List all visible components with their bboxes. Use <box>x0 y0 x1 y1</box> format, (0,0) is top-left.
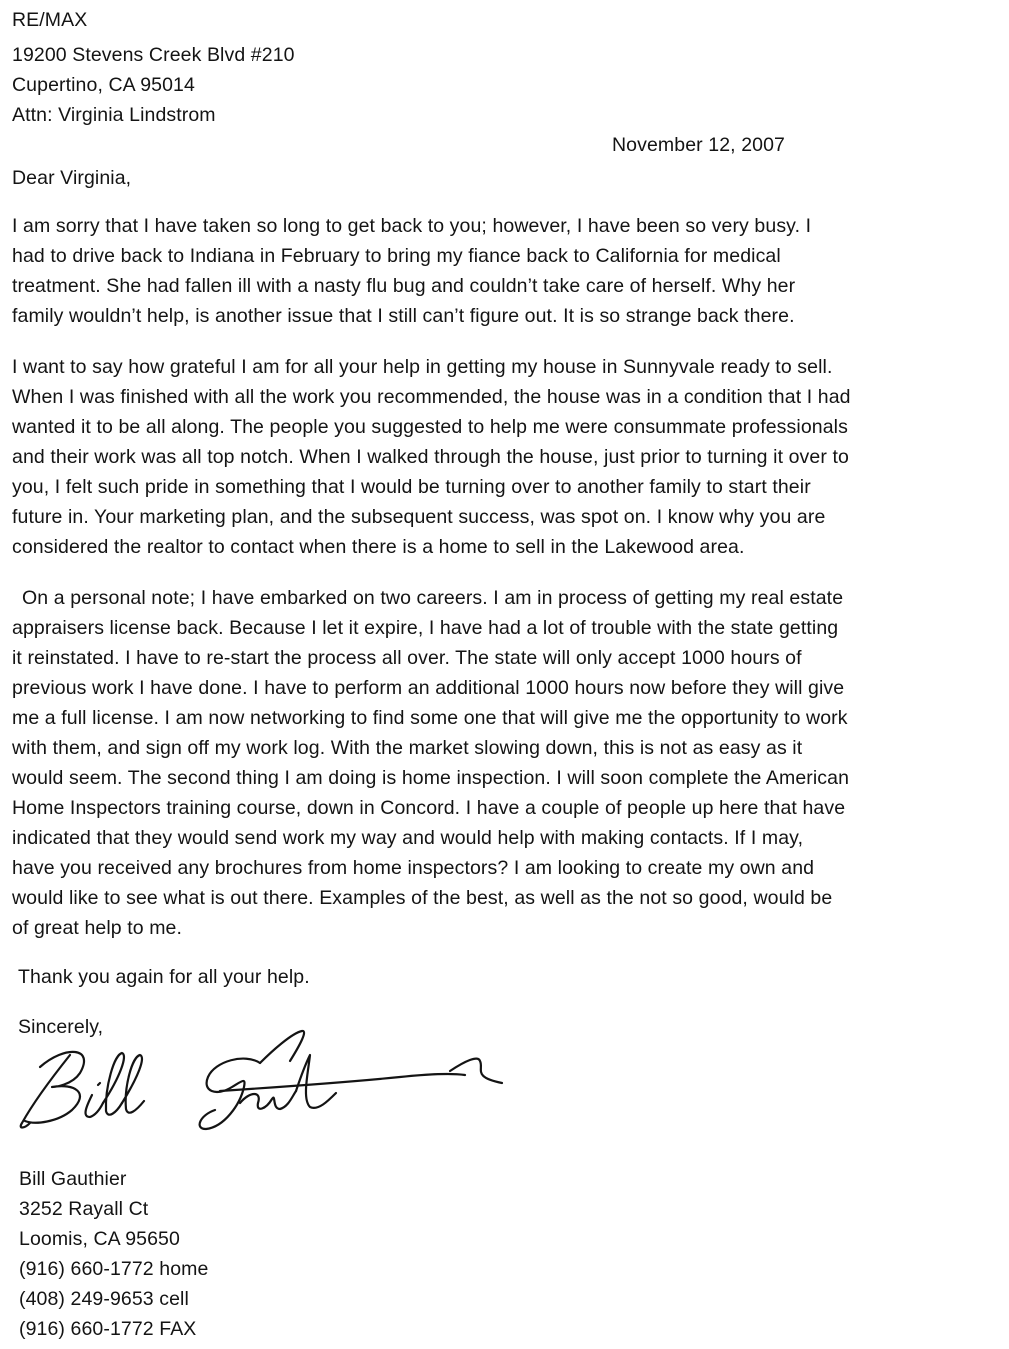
recipient-line-4: Attn: Virginia Lindstrom <box>12 104 216 126</box>
handwritten-signature <box>10 1025 510 1135</box>
paragraph-line: future in. Your marketing plan, and the subsequent success, was spot on. I know why you are <box>12 506 826 528</box>
recipient-line-1: RE/MAX <box>12 9 88 31</box>
paragraph-line: have you received any brochures from home inspectors? I am looking to create my own and <box>12 857 815 879</box>
paragraph-line: When I was finished with all the work you recommended, the house was in a condition that I had <box>12 386 851 408</box>
sender-line-2: 3252 Rayall Ct <box>19 1198 149 1220</box>
paragraph-line: you, I felt such pride in something that I would be turning over to another family to start their <box>12 476 811 498</box>
sender-line-4: (916) 660-1772 home <box>19 1258 209 1280</box>
paragraph-line: would seem. The second thing I am doing is home inspection. I will soon complete the American <box>12 767 850 789</box>
sender-line-3: Loomis, CA 95650 <box>19 1228 180 1250</box>
paragraph-line: previous work I have done. I have to perform an additional 1000 hours now before they will give <box>12 677 845 699</box>
paragraph-line: would like to see what is out there. Examples of the best, as well as the not so good, would be <box>12 887 833 909</box>
paragraph-line: wanted it to be all along. The people you suggested to help me were consummate professionals <box>12 416 848 438</box>
paragraph-line: On a personal note; I have embarked on two careers. I am in process of getting my real estate <box>22 587 844 609</box>
paragraph-line: Home Inspectors training course, down in Concord. I have a couple of people up here that have <box>12 797 846 819</box>
sender-line-1: Bill Gauthier <box>19 1168 127 1190</box>
paragraph-line: I want to say how grateful I am for all your help in getting my house in Sunnyvale ready to sell. <box>12 356 833 378</box>
paragraph-line: appraisers license back. Because I let it expire, I have had a lot of trouble with the state getting <box>12 617 839 639</box>
letter-date: November 12, 2007 <box>612 134 785 156</box>
paragraph-line: and their work was all top notch. When I walked through the house, just prior to turning it over to <box>12 446 849 468</box>
paragraph-line: considered the realtor to contact when there is a home to sell in the Lakewood area. <box>12 536 745 558</box>
sender-line-6: (916) 660-1772 FAX <box>19 1318 197 1340</box>
recipient-line-3: Cupertino, CA 95014 <box>12 74 195 96</box>
paragraph-line: it reinstated. I have to re-start the process all over. The state will only accept 1000 hours of <box>12 647 802 669</box>
salutation: Dear Virginia, <box>12 167 132 189</box>
thanks-line: Thank you again for all your help. <box>18 966 310 988</box>
paragraph-line: me a full license. I am now networking to find some one that will give me the opportunity to work <box>12 707 848 729</box>
paragraph-line: of great help to me. <box>12 917 183 939</box>
paragraph-line: family wouldn’t help, is another issue that I still can’t figure out. It is so strange back there. <box>12 305 795 327</box>
paragraph-line: I am sorry that I have taken so long to get back to you; however, I have been so very busy. I <box>12 215 812 237</box>
sender-line-5: (408) 249-9653 cell <box>19 1288 189 1310</box>
closing: Sincerely, <box>18 1016 104 1038</box>
paragraph-line: treatment. She had fallen ill with a nasty flu bug and couldn’t take care of herself. Why her <box>12 275 796 297</box>
paragraph-line: indicated that they would send work my way and would help with making contacts. If I may, <box>12 827 804 849</box>
recipient-line-2: 19200 Stevens Creek Blvd #210 <box>12 44 295 66</box>
paragraph-line: with them, and sign off my work log. With the market slowing down, this is not as easy as it <box>12 737 803 759</box>
paragraph-line: had to drive back to Indiana in February to bring my fiance back to California for medical <box>12 245 781 267</box>
